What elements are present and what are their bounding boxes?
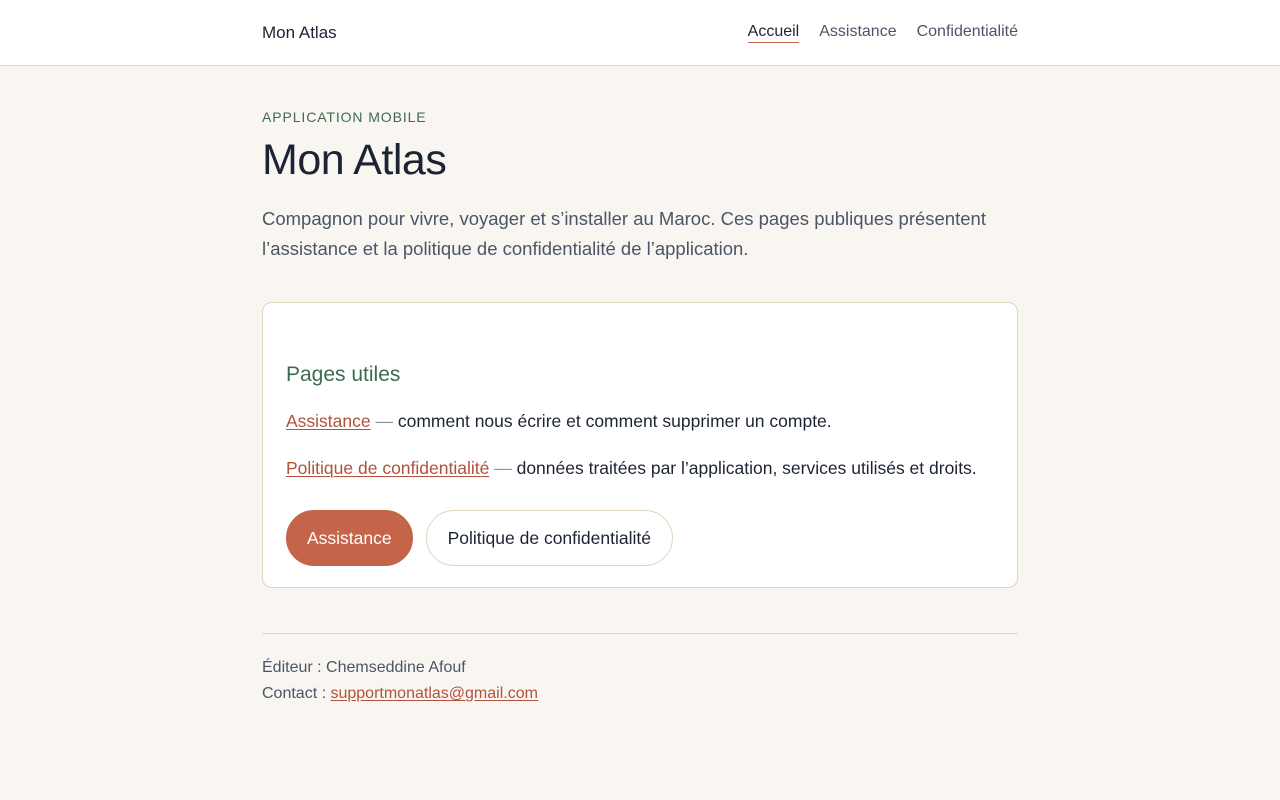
footer-editor-line [262,655,1018,681]
brand-link[interactable]: Mon Atlas [262,22,337,42]
separator-dash: — [494,458,512,479]
contact-email-link[interactable]: supportmonatlas@gmail.com [330,685,538,703]
assistance-link[interactable]: Assistance [286,411,371,432]
card-item-assistance [286,407,994,436]
card-item-privacy [286,454,994,483]
editor-label: Éditeur : [262,659,327,677]
card-item-text: données traitées par l’application, services utilisés et droits. [511,458,977,479]
eyebrow-label: APPLICATION MOBILE [262,109,427,125]
assistance-button[interactable]: Assistance [286,510,413,566]
editor-name: Chemseddine Afouf [326,659,466,677]
footer-contact-line [262,681,1018,707]
button-row [286,510,994,566]
contact-label: Contact : [262,685,331,703]
page-footer [262,633,1018,707]
card-heading: Pages utiles [286,363,401,387]
useful-pages-card [262,302,1018,588]
nav-accueil[interactable]: Accueil [748,23,800,43]
nav-confidentialite[interactable]: Confidentialité [916,22,1018,40]
privacy-link[interactable]: Politique de confidentialité [286,458,490,479]
page-title: Mon Atlas [262,136,447,184]
card-item-text: comment nous écrire et comment supprimer un compte. [393,411,832,432]
top-bar [0,0,1280,66]
main-content [262,66,1018,588]
top-bar-inner [262,0,1018,65]
separator-dash: — [375,411,393,432]
nav-assistance[interactable]: Assistance [819,22,897,40]
main-nav [748,23,1018,43]
privacy-button[interactable]: Politique de confidentialité [426,510,673,566]
lead-paragraph: Compagnon pour vivre, voyager et s’installer au Maroc. Ces pages publiques présentent l’assistance et la politique de confidentialité de l’application. [262,208,986,260]
